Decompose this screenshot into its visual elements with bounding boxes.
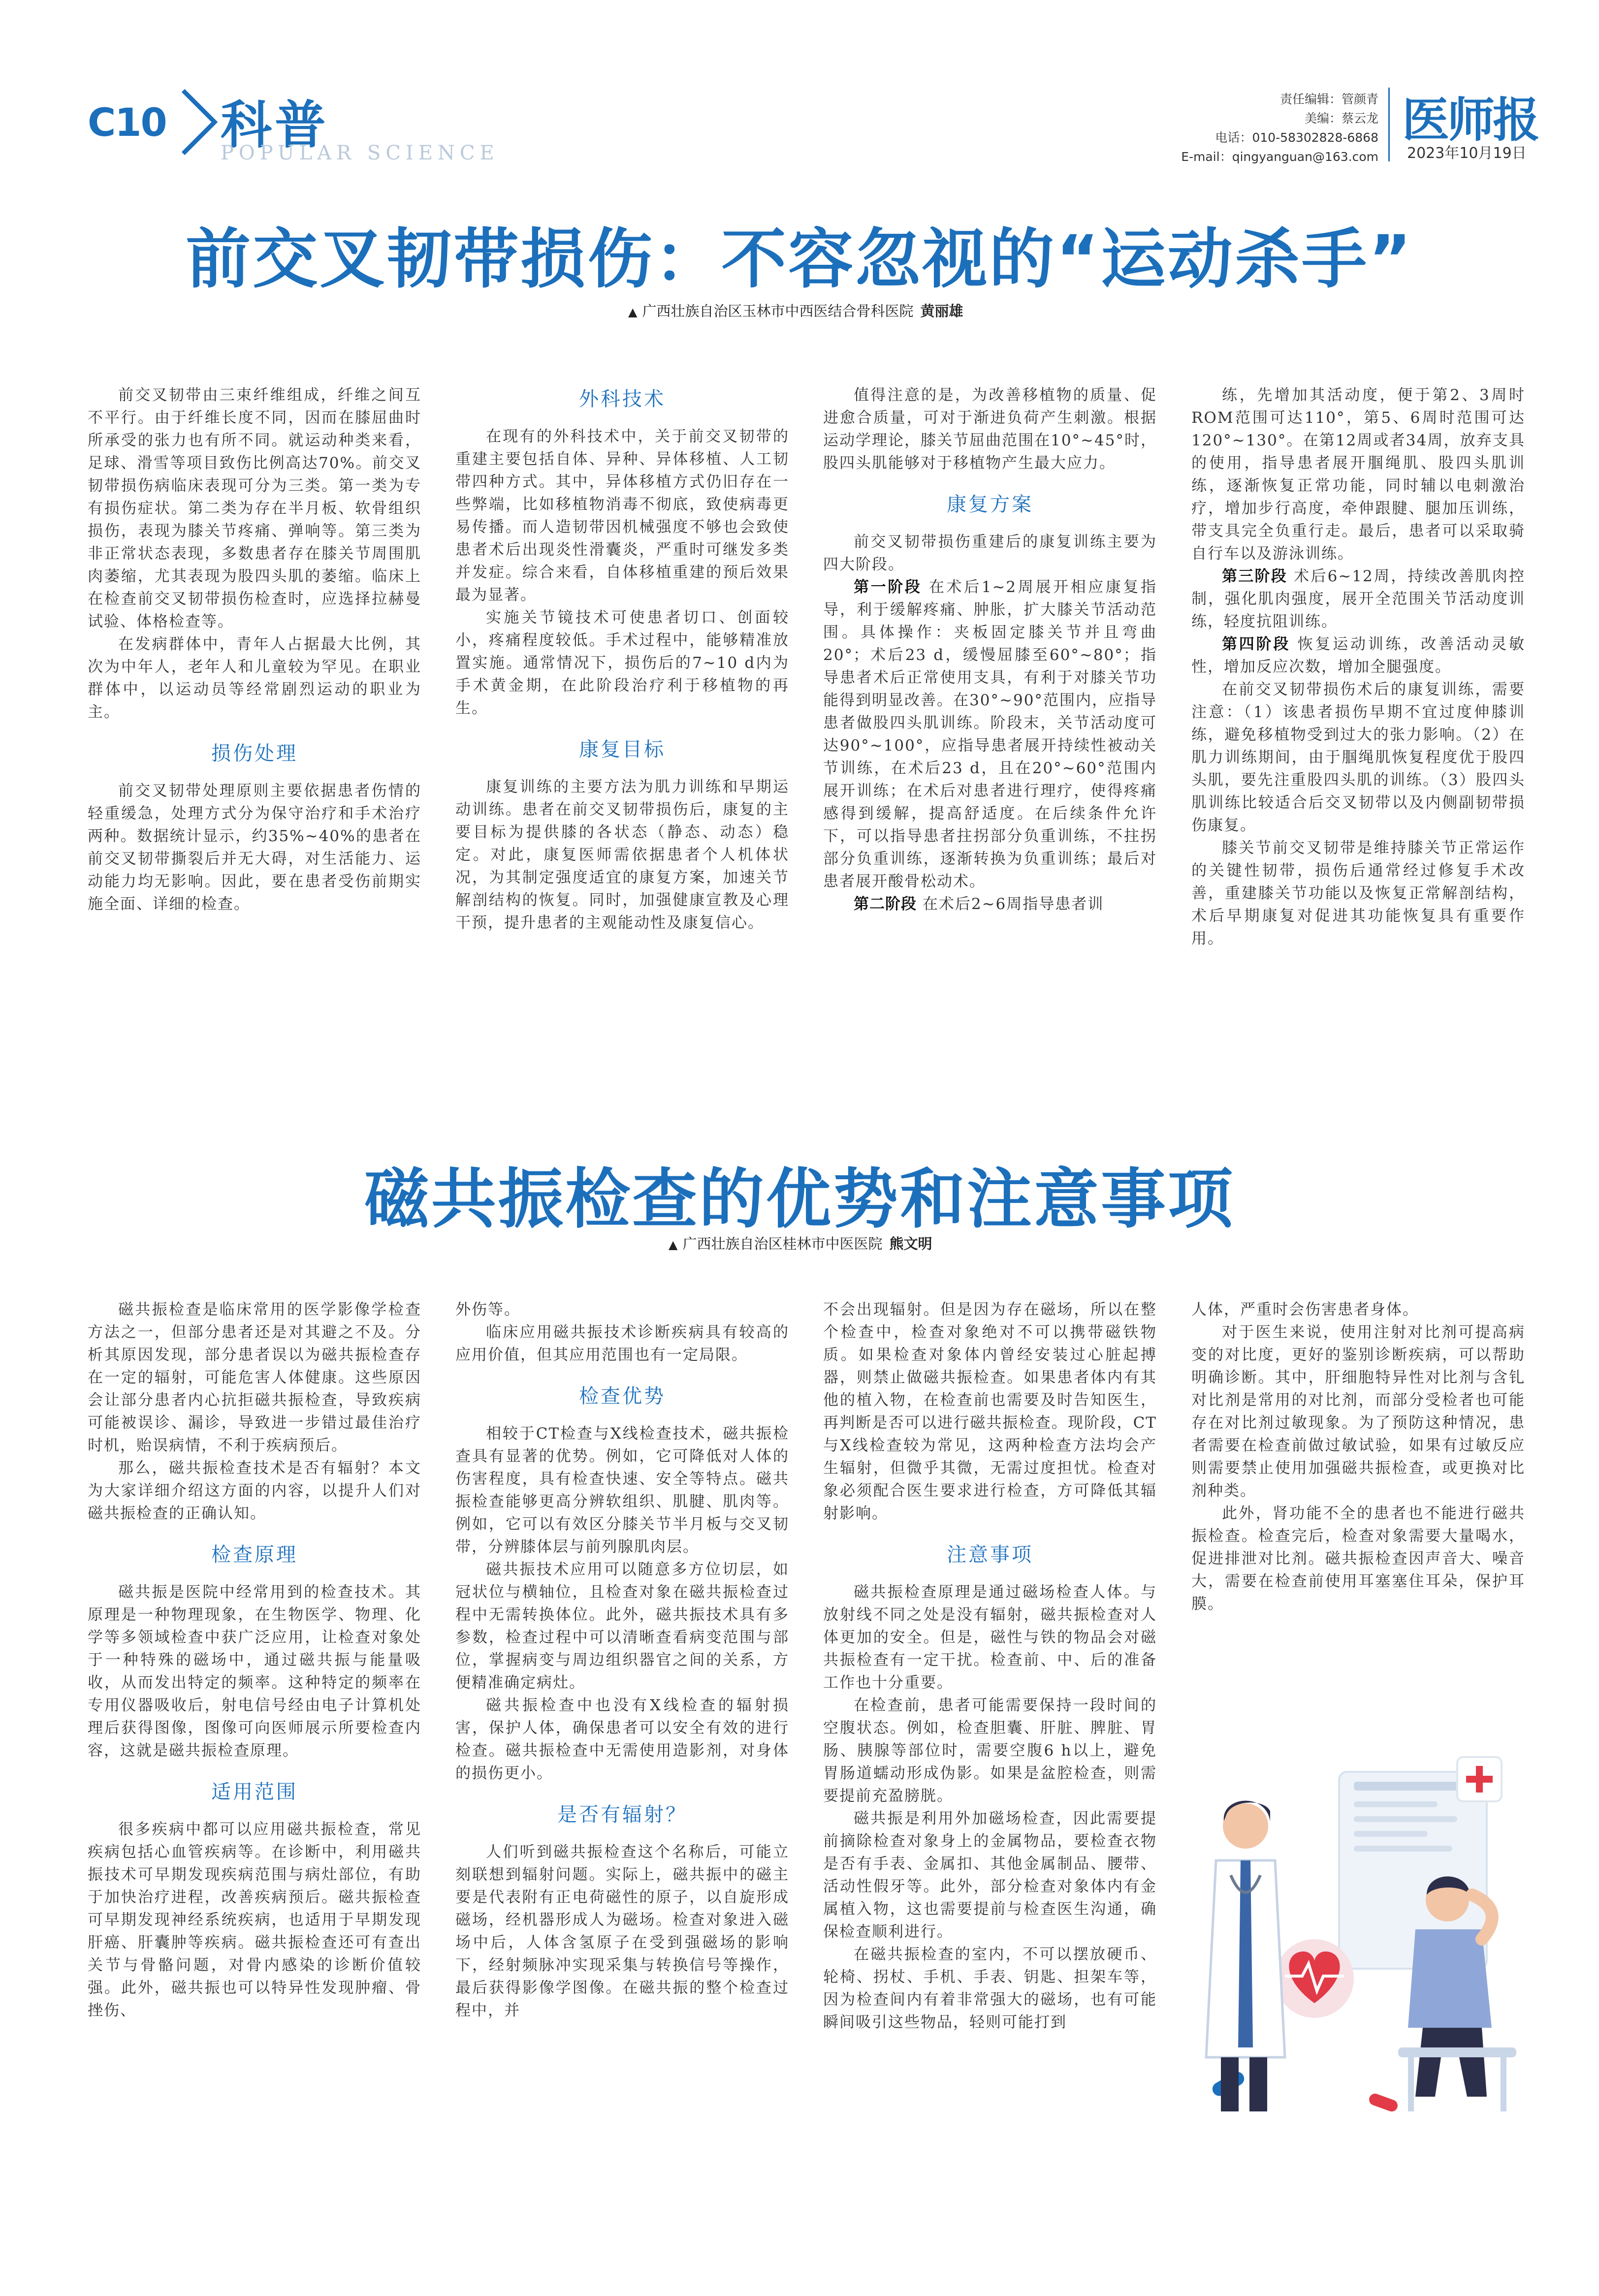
email-line: E-mail：qingyanguan@163.com — [1181, 150, 1378, 164]
subheading-principle: 检查原理 — [211, 1543, 298, 1566]
paragraph: 磁共振检查原理是通过磁场检查人体。与放射线不同之处是没有辐射，磁共振检查对人体更加的安全。但是，磁性与铁的物品会对磁共振检查有一定干扰。检查前、中、后的准备工作也十分重要。 — [823, 1583, 1157, 1692]
paragraph: 磁共振技术应用可以随意多方位切层，如冠状位与横轴位，且检查对象在磁共振检查过程中无需转换体位。此外，磁共振技术具有多参数，检查过程中可以清晰查看病变范围与部位，掌握病变与周边组织器官之间的关系，方便精准确定病灶。 — [455, 1561, 789, 1692]
article1-column-2 — [455, 384, 789, 934]
subheading-surgical-technique: 外科技术 — [579, 388, 666, 410]
paragraph: 人们听到磁共振检查这个名称后，可能立刻联想到辐射问题。实际上，磁共振中的磁主要是代表附有正电荷磁性的原子，以自旋形成磁场，经机器形成人为磁场。检查对象进入磁场中后，人体含氢原子在受到强磁场的影响下，经射频脉冲实现采集与转换信号等操作，最后获得影像学图像。在磁共振的整个检查过程中，并 — [455, 1843, 789, 2019]
paragraph: 前交叉韧带处理原则主要依据患者伤情的轻重缓急，处理方式分为保守治疗和手术治疗两种。数据统计显示，约35%~40%的患者在前交叉韧带撕裂后并无大碍，对生活能力、运动能力均无影响。因此，要在患者受伤前期实施全面、详细的检查。 — [88, 782, 421, 913]
section-subtitle: POPULAR SCIENCE — [221, 142, 499, 164]
byline-author: 熊文明 — [889, 1235, 932, 1252]
paragraph: 相较于CT检查与X线检查技术，磁共振检查具有显著的优势。例如，它可降低对人体的伤害程度，具有检查快速、安全等特点。磁共振检查能够更高分辨软组织、肌腱、肌肉等。例如，它可以有效区分膝关节半月板与交叉韧带，分辨膝体层与前列腺肌肉层。 — [455, 1425, 789, 1556]
chevron-right-icon — [178, 88, 221, 157]
article2-column-2 — [455, 1298, 789, 2022]
subheading-precautions: 注意事项 — [947, 1543, 1033, 1566]
paragraph: 不会出现辐射。但是因为存在磁场，所以在整个检查中，检查对象绝对不可以携带磁铁物质。如果检查对象体内曾经安装过心脏起搏器，则禁止做磁共振检查。如果患者体内有其他的植入物，在检查前也需要及时告知医生，再判断是否可以进行磁共振检查。现阶段，CT与X线检查较为常见，这两种检查方法均会产生辐射，但微乎其微，无需过度担忧。检查对象必须配合医生要求进行检查，方可降低其辐射影响。 — [823, 1301, 1157, 1522]
paragraph — [1191, 633, 1525, 678]
stage-label: 第一阶段 — [854, 578, 922, 596]
stage-text: 在术后2~6周指导患者训 — [922, 895, 1104, 913]
paragraph: 前交叉韧带由三束纤维组成，纤维之间互不平行。由于纤维长度不同，因而在膝屈曲时所承受的张力也有所不同。就运动种类来看，足球、滑雪等项目致伤比例高达70%。前交叉韧带损伤病临床表现可分为三类。第一类为专有损伤症状。第二类为存在半月板、软骨组织损伤，表现为膝关节疼痛、弹响等。第三类为非正常状态表现，多数患者存在膝关节周围肌肉萎缩，尤其表现为股四头肌的萎缩。临床上在检查前交叉韧带损伤检查时，应选择拉赫曼试验、体格检查等。 — [88, 386, 421, 630]
subheading-scope: 适用范围 — [211, 1781, 298, 1803]
triangle-icon: ▲ — [628, 305, 638, 319]
paragraph: 此外，肾功能不全的患者也不能进行磁共振检查。检查完后，检查对象需要大量喝水，促进排泄对比剂。磁共振检查因声音大、噪音大，需要在检查前使用耳塞塞住耳朵，保护耳膜。 — [1191, 1505, 1525, 1613]
article1-column-1 — [88, 384, 421, 915]
publication-date: 2023年10月19日 — [1407, 145, 1527, 162]
section-title: 科普 — [221, 95, 329, 155]
triangle-icon: ▲ — [669, 1238, 678, 1252]
paragraph: 人体，严重时会伤害患者身体。 — [1191, 1301, 1419, 1319]
paragraph: 外伤等。 — [455, 1301, 520, 1319]
page-header — [0, 0, 1599, 187]
paragraph: 在前交叉韧带损伤术后的康复训练，需要注意：（1）该患者损伤早期不宜过度伸膝训练，避免移植物受到过大的张力影响。（2）在肌力训练期间，由于腘绳肌恢复程度优于股四头肌，要先注重股四头肌的训练。（3）股四头肌训练比较适合后交叉韧带以及内侧副韧带损伤康复。 — [1191, 681, 1525, 834]
paragraph: 在磁共振检查的室内，不可以摆放硬币、轮椅、拐杖、手机、手表、钥匙、担架车等，因为检查间内有着非常强大的磁场，也有可能瞬间吸引这些物品，轻则可能打到 — [823, 1946, 1157, 2031]
article2-column-4 — [1191, 1298, 1525, 1615]
byline-org: 广西壮族自治区桂林市中医医院 — [682, 1235, 883, 1252]
paragraph: 在发病群体中，青年人占据最大比例，其次为中年人，老年人和儿童较为罕见。在职业群体中，以运动员等经常剧烈运动的职业为主。 — [88, 635, 421, 721]
article1-byline — [628, 300, 963, 320]
newspaper-logo: 医师报 — [1402, 92, 1538, 148]
page-number: C10 — [88, 101, 166, 145]
article1-column-3 — [823, 384, 1157, 915]
paragraph: 那么，磁共振检查技术是否有辐射？本文为大家详细介绍这方面的内容，以提升人们对磁共振检查的正确认知。 — [88, 1459, 421, 1522]
paragraph: 膝关节前交叉韧带是维持膝关节正常运作的关键性韧带，损伤后通常经过修复手术改善，重建膝关节功能以及恢复正常解剖结构，术后早期康复对促进其功能恢复具有重要作用。 — [1191, 839, 1525, 947]
article2-byline — [669, 1233, 932, 1253]
stage-label: 第三阶段 — [1222, 567, 1287, 585]
stage-text: 恢复运动训练，改善活动灵敏性，增加反应次数，增加全腿强度。 — [1191, 635, 1526, 676]
paragraph: 实施关节镜技术可使患者切口、创面较小，疼痛程度较低。手术过程中，能够精准放置实施。通常情况下，损伤后的7~10 d内为手术黄金期，在此阶段治疗利于移植物的再生。 — [455, 609, 789, 717]
stage-text: 在术后1~2周展开相应康复指导，利于缓解疼痛、肿胀，扩大膝关节活动范围。具体操作：夹板固定膝关节并且弯曲20°；术后23 d，缓慢屈膝至60°~80°；指导患者术后正常使用支具，有利于对膝关节功能得到明显改善。在30°~90°范围内，应指导患者做股四头肌训练。阶段末，关节活动度可达90°~100°，应指导患者展开持续性被动关节训练，在术后23 d，且在20°~60°范围内展开训练；在术后对患者进行理疗，使得疼痛感得到缓解，提高舒适度。在后续条件允许下，可以指导患者拄拐部分负重训练，不拄拐部分负重训练，逐渐转换为负重训练；最后对患者展开酸骨松动术。 — [823, 578, 1157, 890]
paragraph — [823, 576, 1157, 893]
designer-line: 美编：蔡云龙 — [1304, 111, 1378, 126]
paragraph: 练，先增加其活动度，便于第2、3周时ROM范围可达110°，第5、6周时范围可达120°~130°。在第12周或者34周，放弃支具的使用，指导患者展开腘绳肌、股四头肌训练，逐渐恢复正常功能，同时辅以电刺激治疗，增加步行高度，牵伸跟腱、腿加压训练，带支具完全负重行走。最后，患者可以采取骑自行车以及游泳训练。 — [1191, 386, 1525, 563]
article2-column-3 — [823, 1298, 1157, 2034]
subheading-radiation: 是否有辐射？ — [557, 1803, 687, 1826]
article1-title: 前交叉韧带损伤：不容忽视的“运动杀手” — [186, 221, 1413, 297]
editor-credits — [1181, 90, 1378, 166]
paragraph: 磁共振是医院中经常用到的检查技术。其原理是一种物理现象，在生物医学、物理、化学等多领域检查中获广泛应用，让检查对象处于一种特殊的磁场中，通过磁共振与能量吸收，从而发出特定的频率。这种特定的频率在专用仪器吸收后，射电信号经由电子计算机处理后获得图像，图像可向医师展示所要检查内容，这就是磁共振检查原理。 — [88, 1583, 421, 1760]
paragraph: 磁共振是利用外加磁场检查，因此需要提前摘除检查对象身上的金属物品，要检查衣物是否有手表、金属扣、其他金属制品、腰带、活动性假牙等。此外，部分检查对象体内有金属植入物，这也需要提前与检查医生沟通，确保检查顺利进行。 — [823, 1810, 1157, 1941]
paragraph: 临床应用磁共振技术诊断疾病具有较高的应用价值，但其应用范围也有一定局限。 — [455, 1323, 789, 1364]
editor-line: 责任编辑：管颜青 — [1279, 92, 1378, 106]
paragraph — [1191, 565, 1525, 633]
byline-org: 广西壮族自治区玉林市中西医结合骨科医院 — [642, 303, 914, 319]
stage-text: 术后6~12周，持续改善肌肉控制，强化肌肉强度，展开全范围关节活动度训练，轻度抗阻训练。 — [1191, 567, 1525, 630]
subheading-rehab-plan: 康复方案 — [947, 493, 1033, 516]
subheading-advantages: 检查优势 — [579, 1385, 666, 1408]
paragraph: 很多疾病中都可以应用磁共振检查，常见疾病包括心血管疾病等。在诊断中，利用磁共振技术可早期发现疾病范围与病灶部位，有助于加快治疗进程，改善疾病预后。磁共振检查可早期发现神经系统疾病，也适用于早期发现肝癌、肝囊肿等疾病。磁共振检查还可有查出关节与骨骼问题，对骨内感染的诊断价值较强。此外，磁共振也可以特异性发现肿瘤、骨挫伤、 — [88, 1821, 421, 2019]
header-divider — [1388, 88, 1390, 161]
article2-column-1 — [88, 1298, 421, 2022]
paragraph: 前交叉韧带损伤重建后的康复训练主要为四大阶段。 — [823, 533, 1157, 573]
paragraph: 对于医生来说，使用注射对比剂可提高病变的对比度，更好的鉴别诊断疾病，可以帮助明确诊断。其中，肝细胞特异性对比剂与含钆对比剂是常用的对比剂，而部分受检者也可能存在对比剂过敏现象。为了预防这种情况，患者需要在检查前做过敏试验，如果有过敏反应则需要禁止使用加强磁共振检查，或更换对比剂种类。 — [1191, 1323, 1525, 1500]
article1-column-4 — [1191, 384, 1525, 950]
byline-author: 黄丽雄 — [920, 303, 963, 319]
stage-label: 第四阶段 — [1222, 635, 1291, 653]
paragraph: 磁共振检查中也没有X线检查的辐射损害，保护人体，确保患者可以安全有效的进行检查。磁共振检查中无需使用造影剂，对身体的损伤更小。 — [455, 1697, 789, 1782]
paragraph — [823, 893, 1157, 915]
paragraph: 值得注意的是，为改善移植物的质量、促进愈合质量，可对于渐进负荷产生刺激。根据运动学理论，膝关节屈曲范围在10°~45°时，股四头肌能够对于移植物产生最大应力。 — [823, 386, 1157, 472]
phone-line: 电话：010-58302828-6868 — [1215, 130, 1378, 145]
subheading-injury-treatment: 损伤处理 — [211, 742, 298, 765]
paragraph: 在检查前，患者可能需要保持一段时间的空腹状态。例如，检查胆囊、肝脏、脾脏、胃肠、胰腺等部位时，需要空腹6 h以上，避免胃肠道蠕动形成伪影。如果是盆腔检查，则需要提前充盈膀胱。 — [823, 1697, 1157, 1805]
paragraph: 在现有的外科技术中，关于前交叉韧带的重建主要包括自体、异种、异体移植、人工韧带四种方式。其中，异体移植方式仍旧存在一些弊端，比如移植物消毒不彻底，致使病毒更易传播。而人造韧带因机械强度不够也会致使患者术后出现炎性滑囊炎，严重时可继发多类并发症。综合来看，自体移植重建的预后效果最为显著。 — [455, 428, 789, 604]
paragraph: 磁共振检查是临床常用的医学影像学检查方法之一，但部分患者还是对其避之不及。分析其原因发现，部分患者误以为磁共振检查存在一定的辐射，可能危害人体健康。这些原因会让部分患者内心抗拒磁共振检查，导致疾病可能被误诊、漏诊，导致进一步错过最佳治疗时机，贻误病情，不利于疾病预后。 — [88, 1301, 421, 1454]
paragraph: 康复训练的主要方法为肌力训练和早期运动训练。患者在前交叉韧带损伤后，康复的主要目标为提供膝的各状态（静态、动态）稳定。对此，康复医师需依据患者个人机体状况，为其制定强度适宜的康复方案，加速关节解剖结构的恢复。同时，加强健康宣教及心理干预，提升患者的主观能动性及康复信心。 — [455, 778, 789, 932]
subheading-rehab-goals: 康复目标 — [579, 738, 666, 761]
doctor-and-patient-illustration — [1191, 1752, 1536, 2126]
article2-title: 磁共振检查的优势和注意事项 — [364, 1162, 1235, 1237]
stage-label: 第二阶段 — [854, 895, 917, 913]
